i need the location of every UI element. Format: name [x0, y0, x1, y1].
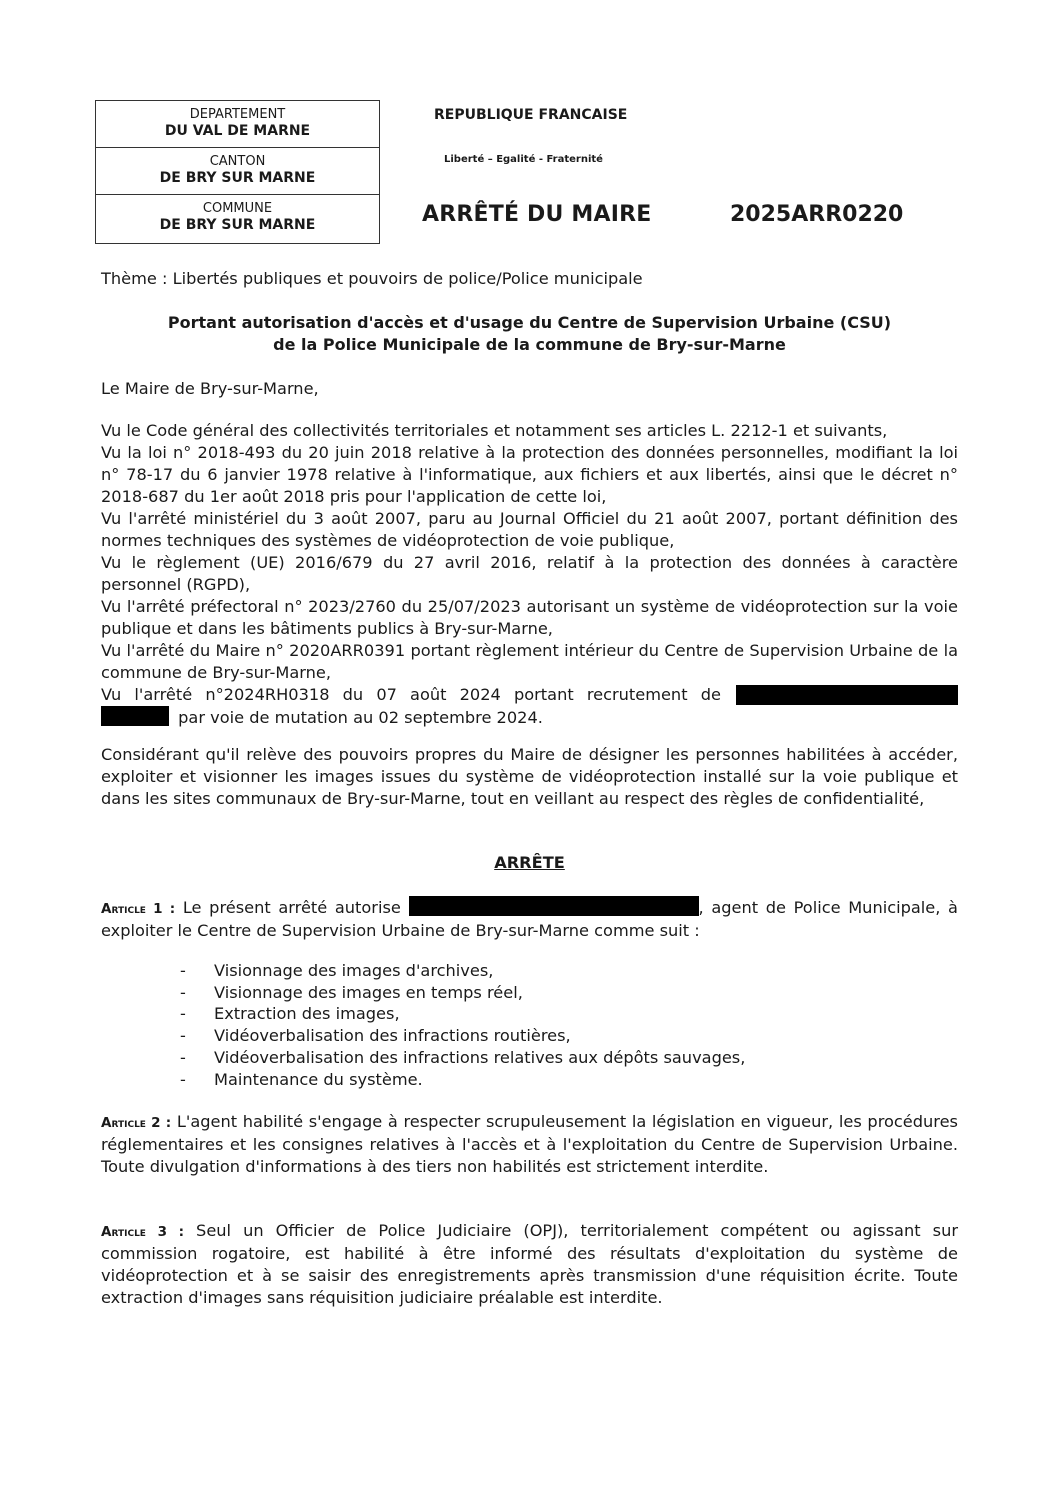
redaction-block	[736, 685, 958, 705]
article-1	[101, 896, 958, 942]
admin-header-box	[95, 100, 380, 244]
vu-last-before: Vu l'arrêté n°2024RH0318 du 07 août 2024 portant recrutement de	[101, 685, 721, 704]
article-3-text: Seul un Officier de Police Judiciaire (OPJ), territorialement compétent ou agissant sur commission rogatoire, est habilité à être informé des résultats d'exploitation du système de vidéoprotection et à se saisir des enregistrements après transmission d'une réquisition écrite. Toute extraction d'images sans réquisition judiciaire préalable est interdite.	[101, 1221, 958, 1307]
list-dash: -	[180, 982, 186, 1002]
canton-cell	[96, 148, 379, 195]
departement-cell	[96, 101, 379, 148]
arrete-title: ARRÊTÉ DU MAIRE	[422, 202, 652, 227]
list-item	[180, 1003, 745, 1025]
canton-label: CANTON	[209, 154, 266, 169]
subject-line-1: Portant autorisation d'accès et d'usage du Centre de Supervision Urbaine (CSU)	[167, 313, 892, 332]
vu-last-after: par voie de mutation au 02 septembre 2024.	[178, 708, 543, 727]
maire-line: Le Maire de Bry-sur-Marne,	[101, 379, 319, 398]
list-item	[180, 1025, 745, 1047]
list-dash: -	[180, 1026, 186, 1046]
considerant-paragraph: Considérant qu'il relève des pouvoirs propres du Maire de désigner les personnes habilitées à accéder, exploiter et visionner les images issues du système de vidéoprotection installé sur la voie publique et dans les sites communaux de Bry-sur-Marne, tout en veillant au respect des règles de confidentialité,	[101, 745, 958, 808]
list-dash: -	[180, 1069, 186, 1089]
canton-value: DE BRY SUR MARNE	[159, 170, 316, 186]
vu-item: Vu le Code général des collectivités territoriales et notamment ses articles L. 2212-1 et suivants,	[101, 421, 888, 440]
article-1-label: Article 1 :	[101, 901, 176, 917]
list-item	[180, 1069, 745, 1091]
list-item-text: Vidéoverbalisation des infractions routières,	[214, 1026, 571, 1046]
list-dash: -	[180, 1047, 186, 1067]
devise: Liberté – Egalité - Fraternité	[444, 154, 603, 165]
redaction-block	[101, 706, 169, 726]
theme-line: Thème : Libertés publiques et pouvoirs de police/Police municipale	[101, 269, 643, 288]
commune-value: DE BRY SUR MARNE	[159, 217, 316, 233]
list-dash: -	[180, 1004, 186, 1024]
subject-line-2: de la Police Municipale de la commune de Bry-sur-Marne	[273, 335, 786, 354]
list-item	[180, 982, 745, 1004]
list-item	[180, 1047, 745, 1069]
vu-item: Vu l'arrêté du Maire n° 2020ARR0391 portant règlement intérieur du Centre de Supervision Urbaine de la commune de Bry-sur-Marne,	[101, 641, 958, 682]
vu-item: Vu la loi n° 2018-493 du 20 juin 2018 relative à la protection des données personnelles, modifiant la loi n° 78-17 du 6 janvier 1978 relative à l'informatique, aux fichiers et aux libertés, ainsi que le décret n° 2018-687 du 1er août 2018 pris pour l'application de cette loi,	[101, 443, 958, 506]
commune-cell	[96, 195, 379, 243]
list-item-text: Vidéoverbalisation des infractions relatives aux dépôts sauvages,	[214, 1047, 746, 1067]
departement-label: DEPARTEMENT	[189, 107, 286, 122]
article-1-list	[180, 960, 745, 1090]
list-item-text: Extraction des images,	[214, 1004, 400, 1024]
vu-item: Vu l'arrêté préfectoral n° 2023/2760 du 25/07/2023 autorisant un système de vidéoprotection sur la voie publique et dans les bâtiments publics à Bry-sur-Marne,	[101, 597, 958, 638]
list-item	[180, 960, 745, 982]
redaction-block	[409, 896, 699, 916]
republique-heading: REPUBLIQUE FRANCAISE	[434, 107, 628, 123]
article-1-before: Le présent arrêté autorise	[182, 898, 401, 917]
arrete-heading: ARRÊTE	[494, 853, 565, 872]
article-2	[101, 1111, 958, 1178]
vu-item-last	[101, 684, 958, 729]
arrete-number: 2025ARR0220	[730, 202, 904, 227]
vu-item: Vu le règlement (UE) 2016/679 du 27 avril 2016, relatif à la protection des données à caractère personnel (RGPD),	[101, 553, 958, 594]
article-3-label: Article 3 :	[101, 1224, 184, 1240]
vu-item: Vu l'arrêté ministériel du 3 août 2007, paru au Journal Officiel du 21 août 2007, portant définition des normes techniques des systèmes de vidéoprotection de voie publique,	[101, 509, 958, 550]
article-1-after: , agent de Police Municipale, à exploiter le Centre de Supervision Urbaine de Bry-sur-Marne comme suit :	[101, 898, 958, 940]
vu-block	[101, 420, 958, 729]
article-2-text: L'agent habilité s'engage à respecter scrupuleusement la législation en vigueur, les procédures réglementaires et les consignes relatives à l'accès et à l'exploitation du Centre de Supervision Urbaine. Toute divulgation d'informations à des tiers non habilités est strictement interdite.	[101, 1112, 958, 1176]
departement-value: DU VAL DE MARNE	[164, 123, 311, 139]
article-3	[101, 1220, 958, 1309]
subject-heading	[101, 312, 958, 356]
list-dash: -	[180, 961, 186, 980]
article-2-label: Article 2 :	[101, 1115, 172, 1131]
list-item-text: Maintenance du système.	[214, 1069, 423, 1089]
list-item-text: Visionnage des images d'archives,	[214, 961, 494, 980]
commune-label: COMMUNE	[202, 201, 273, 216]
list-item-text: Visionnage des images en temps réel,	[214, 982, 523, 1002]
